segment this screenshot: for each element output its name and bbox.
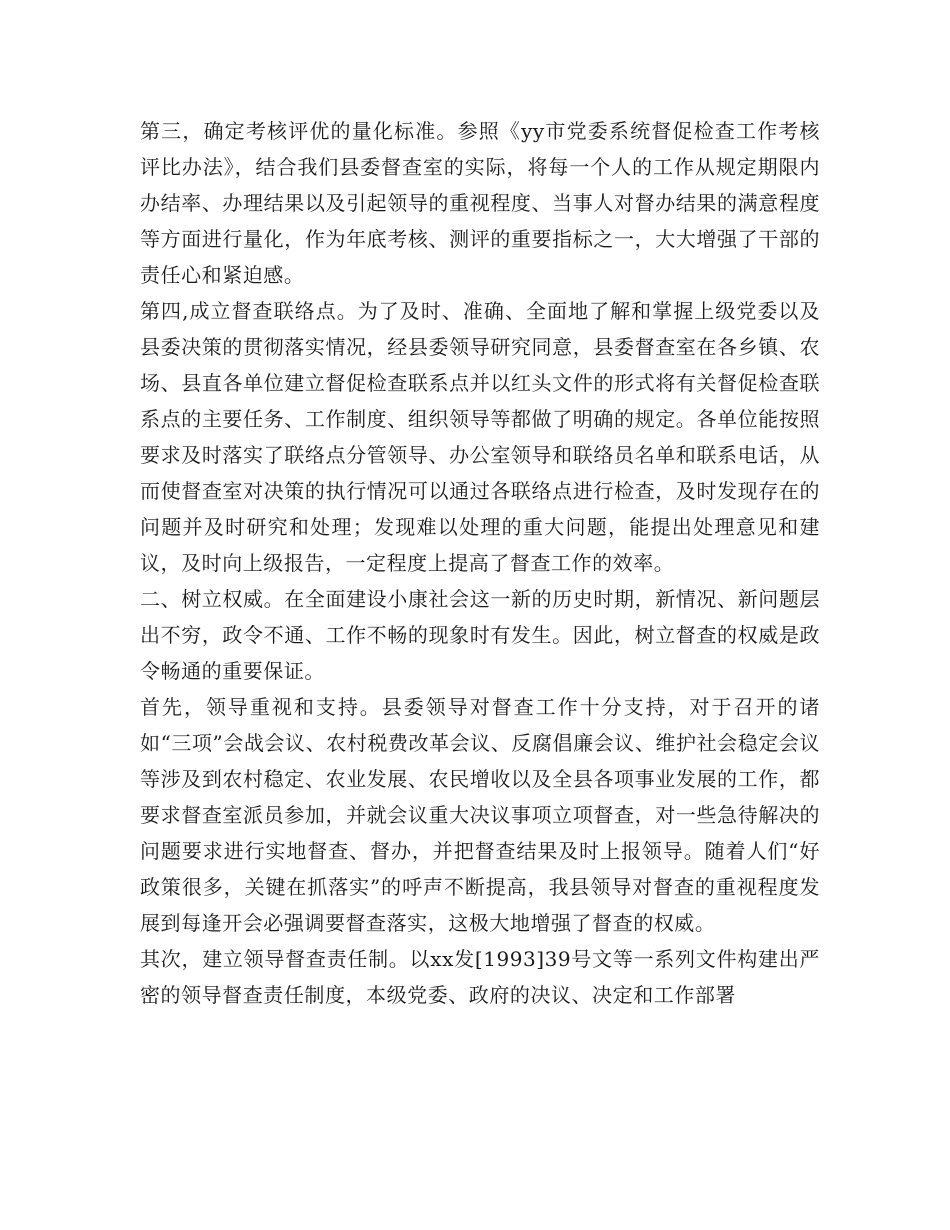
paragraph-leadership-support: 首先，领导重视和支持。县委领导对督查工作十分支持，对于召开的诸如“三项”会战会议、农村税费改革会议、反腐倡廉会议、维护社会稳定会议等涉及到农村稳定、农业发展、农民增收以及全县各项事业发展的工作，都要求督查室派员参加，并就会议重大决议事项立项督查，对一些急待解决的问题要求进行实地督查、督办，并把督查结果及时上报领导。随着人们“好政策很多，关键在抓落实”的呼声不断提高，我县领导对督查的重视程度发展到每逢开会必强调要督查落实，这极大地增强了督查的权威。: [140, 695, 820, 935]
paragraph-fourth-liaison: 第四,成立督查联络点。为了及时、准确、全面地了解和掌握上级党委以及县委决策的贯彻落实情况，经县委领导研究同意，县委督查室在各乡镇、农场、县直各单位建立督促检查联系点并以红头文件的形式将有关督促检查联系点的主要任务、工作制度、组织领导等都做了明确的规定。各单位能按照要求及时落实了联络点分管领导、办公室领导和联络员名单和联系电话，从而使督查室对决策的执行情况可以通过各联络点进行检查，及时发现存在的问题并及时研究和处理；发现难以处理的重大问题，能提出处理意见和建议，及时向上级报告，一定程度上提高了督查工作的效率。: [140, 299, 820, 575]
document-page: [140, 113, 820, 1013]
paragraph-responsibility-system: 其次，建立领导督查责任制。以xx发[1993]39号文等一系列文件构建出严密的领导督查责任制度，本级党委、政府的决议、决定和工作部署: [140, 947, 820, 1007]
paragraph-third-standard: 第三，确定考核评优的量化标准。参照《yy市党委系统督促检查工作考核评比办法》，结合我们县委督查室的实际，将每一个人的工作从规定期限内办结率、办理结果以及引起领导的重视程度、当事人对督办结果的满意程度等方面进行量化，作为年底考核、测评的重要指标之一，大大增强了干部的责任心和紧迫感。: [140, 119, 820, 287]
paragraph-establish-authority: 二、树立权威。在全面建设小康社会这一新的历史时期，新情况、新问题层出不穷，政令不通、工作不畅的现象时有发生。因此，树立督查的权威是政令畅通的重要保证。: [140, 587, 820, 683]
